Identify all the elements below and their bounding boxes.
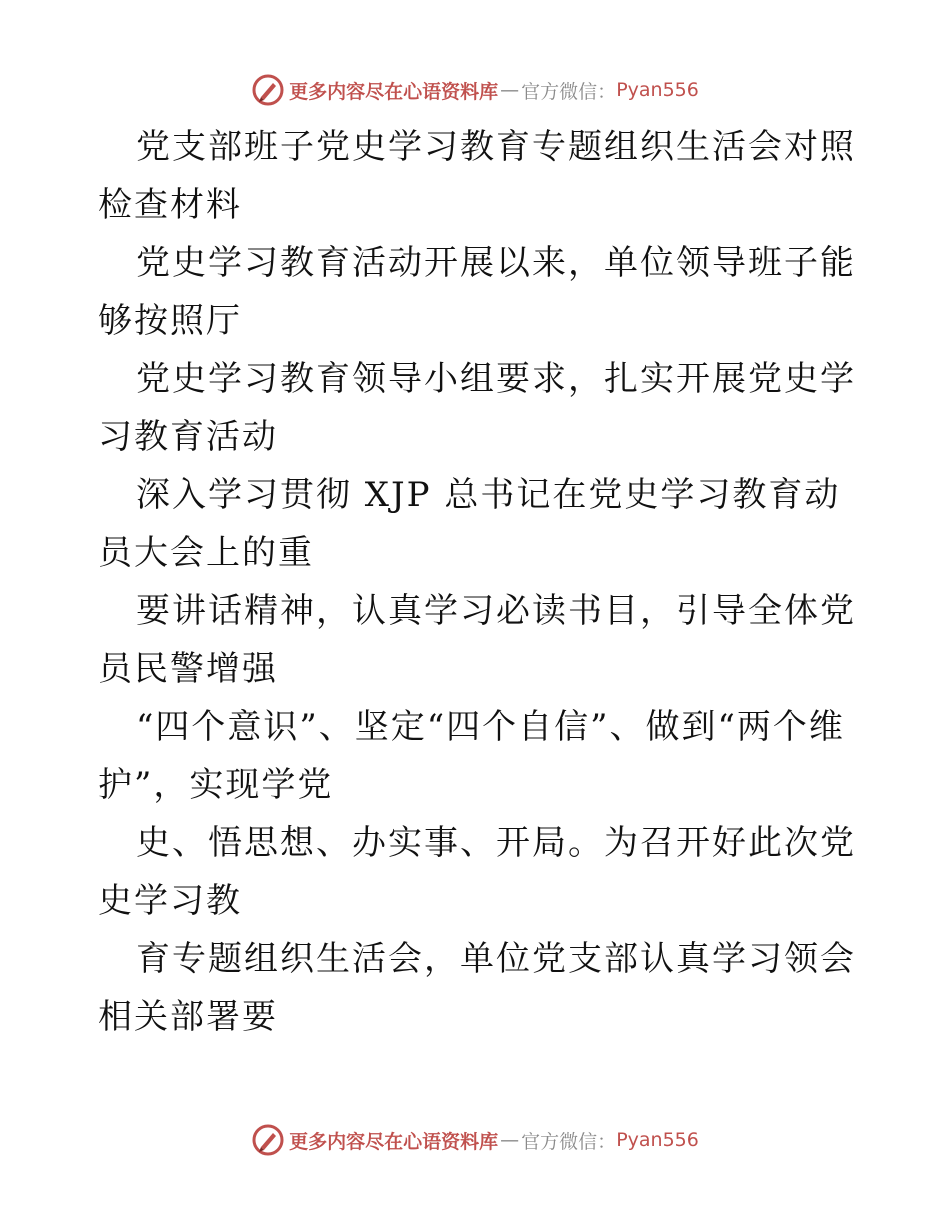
paragraph: 深入学习贯彻 XJP 总书记在党史学习教育动员大会上的重 (98, 475, 841, 573)
header-site-text: 更多内容尽在心语资料库 (289, 80, 499, 103)
header-wechat-id: Pyan556 (616, 79, 699, 101)
footer-site-text: 更多内容尽在心语资料库 (289, 1130, 499, 1153)
footer-banner (0, 1120, 950, 1160)
paragraph: 史、悟思想、办实事、开局。为召开好此次党史学习教 (98, 823, 856, 921)
header-banner (0, 70, 950, 110)
paragraph: 党史学习教育活动开展以来，单位领导班子能够按照厅 (98, 243, 856, 341)
header-wechat-label: 官方微信： (521, 80, 617, 103)
footer-wechat-id: Pyan556 (616, 1129, 699, 1151)
paragraph: 党史学习教育领导小组要求，扎实开展党史学习教育活动 (98, 359, 856, 457)
pen-logo-icon (251, 73, 285, 107)
paragraph-title: 党支部班子党史学习教育专题组织生活会对照检查材料 (98, 127, 856, 225)
paragraph: 要讲话精神，认真学习必读书目，引导全体党员民警增强 (98, 591, 856, 689)
header-separator: — (500, 79, 520, 101)
footer-separator: — (500, 1129, 520, 1151)
paragraph: 育专题组织生活会，单位党支部认真学习领会相关部署要 (98, 939, 856, 1037)
pen-logo-icon (251, 1123, 285, 1157)
footer-wechat-label: 官方微信： (521, 1130, 617, 1153)
paragraph: “四个意识”、坚定“四个自信”、做到“两个维护”，实现学党 (98, 707, 845, 805)
document-body (98, 118, 858, 1046)
